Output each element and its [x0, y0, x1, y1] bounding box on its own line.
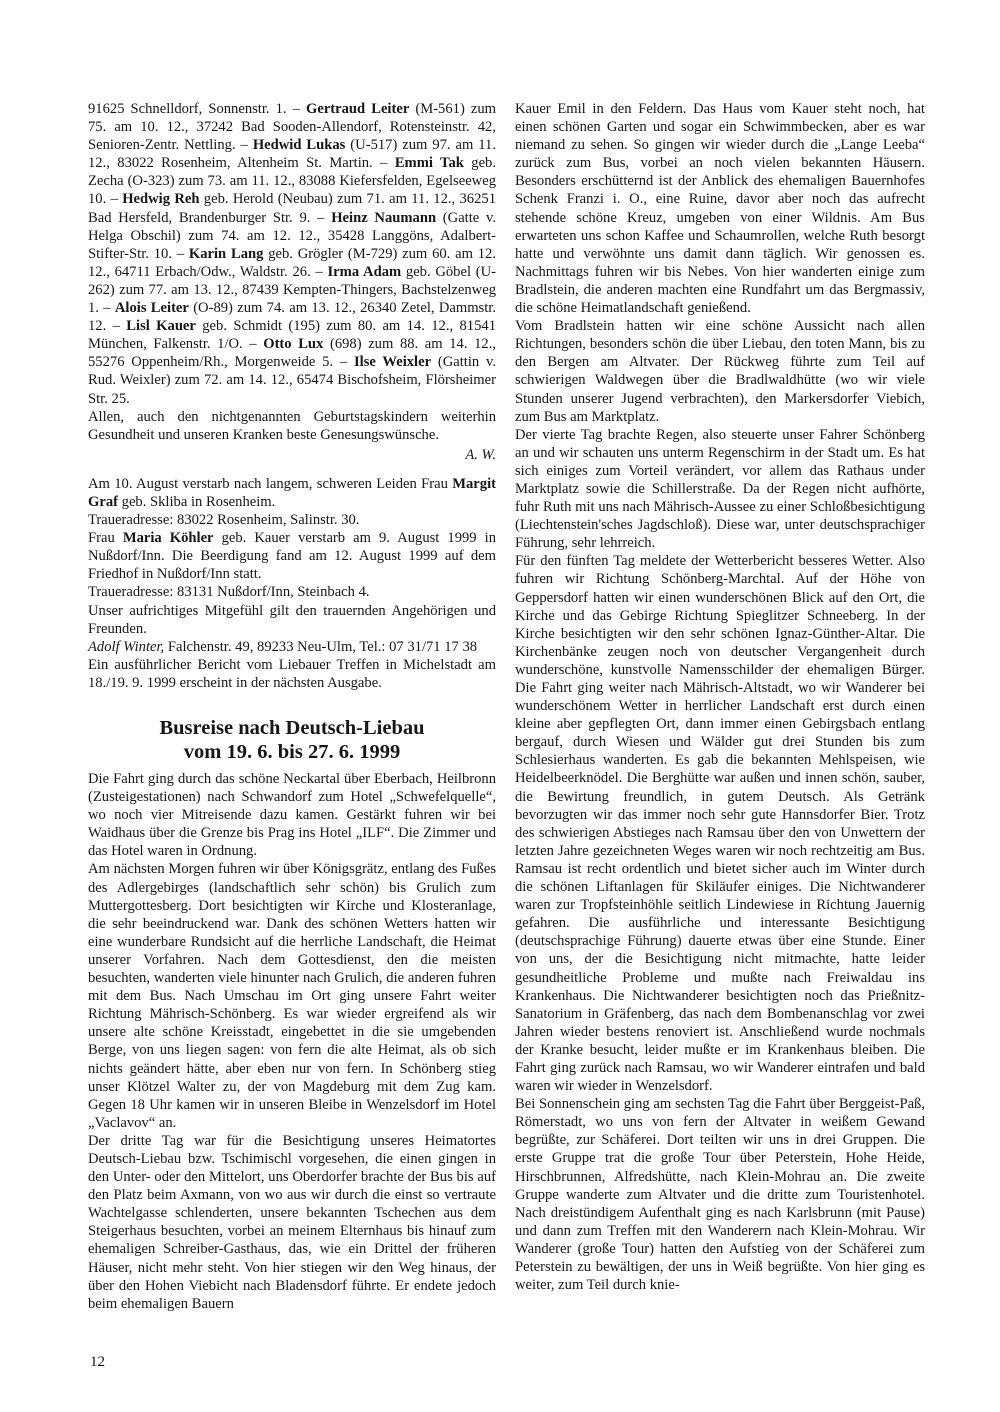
text-run: geb. Göbel (U-262) zum 77. am 13. 12., 87439 Kempten-Thingers, Bachstelzenweg 1. –: [88, 263, 497, 317]
article-paragraph: Für den fünften Tag meldete der Wetterbericht besseres Wetter. Also fuhren wir Richtung Schönberg-Marchtal. Auf der Höhe von Geppersdorf hatten wir einen wunderschönen Blick auf den Ort, die Kirche und das Gebirge Richtung Spieglitzer Schneeberg. In der Kirche besichtigten wir den sehr schönen Ignaz-Günther-Altar. Die Kirchenbänke zeugen noch von deutscher Vergangenheit durch wunderschöne, kunstvolle Namensschilder der ehemaligen Bürger. Die Fahrt ging weiter nach Mährisch-Altstadt, wo wir Wanderer bei wunderschönem Wetter in herrlicher Landschaft erst durch einen kleine aber gepflegten Ort, dann immer einen Gebirgsbach entlang bergauf, durch Wiesen und Wälder gut drei Stunden bis zum Schlesierhaus wanderten. Es gab die bekannten Mehlspeisen, wie Heidelbeerknödel. Die Berghütte war außen und innen schön, sauber, die Bewirtung freundlich, in gutem Deutsch. Als Getränk bevorzugten wir das immer noch sehr gute Hannsdorfer Bier. Trotz des schwierigen Abstieges nach Ramsau über den von Unwettern der letzten Jahre gezeichneten Weges waren wir noch rechtzeitig am Bus. Ramsau ist recht ordentlich und bietet sicher auch im Winter durch die schönen Liftanlagen für Skiläufer einiges. Die Nichtwanderer waren zur Tropfsteinhöhle seitlich Lindewiese in Richtung Jauernig gefahren. Die ausführliche und interessante Besichtigung (deutschsprachige Führung) dauerte etwas über eine Stunde. Einer von uns, der die Besichtigung nicht mitmachte, hatte leider gesundheitliche Probleme und mußte nach Freiwaldau ins Krankenhaus. Die Nichtwanderer besichtigten noch das Prießnitz-Sanatorium in Gräfenberg, das nach dem Bombenanschlag vor zwei Jahren wieder bestens renoviert ist. Anschließend wurde nochmals der Kranke besucht, leider mußte er im Krankenhaus bleiben. Die Fahrt ging zurück nach Ramsau, wo wir Wanderer eintrafen und bald waren wir wieder in Wenzelsdorf.: [515, 553, 925, 1095]
article-paragraph: Kauer Emil in den Feldern. Das Haus vom Kauer steht noch, hat einen schönen Garten und sogar ein Schwimmbecken, aber es war niemand zu sehen. So gingen wir wieder durch die „Lange Leeba“ zurück zum Bus, vorbei an noch vielen bekannten Häusern. Besonders erschütternd ist der Anblick des ehemaligen Bauernhofes Schenk Franzi i. O., eine Ruine, davor aber noch das aufrecht stehende schöne Kreuz, umgeben von einer Wildnis. Am Bus erwarteten uns schon Kaffee und Schaumrollen, welche Ruth besorgt hatte und verwöhnte uns damit dann täglich. Wir genossen es. Nachmittags fuhren wir bis Nebes. Von hier wanderten einige zum Bradlstein, die anderen machten eine Rundfahrt um das Bergmassiv, die schöne Heimatlandschaft genießend.: [515, 101, 925, 317]
page-number: 12: [90, 1354, 105, 1370]
text-run: 91625 Schnelldorf, Sonnenstr. 1. –: [88, 101, 306, 117]
report-notice: Ein ausführlicher Bericht vom Liebauer Treffen in Michelstadt am 18./19. 9. 1999 erscheint in der nächsten Ausgabe.: [88, 656, 496, 691]
text-run: (Gattin v. Rud. Weixler) zum 72. am 14. 12., 65474 Bischofsheim, Flörsheimer Str. 25.: [88, 354, 496, 407]
article-heading: [88, 716, 496, 764]
obituary-koehler: [88, 529, 496, 583]
right-column: [515, 100, 925, 1294]
text-run: (Gatte v. Helga Obschil) zum 74. am 12. 12., 35428 Langgöns, Adalbert-Stifter-Str. 10. –: [88, 209, 496, 262]
obituary-koehler-address: Traueradresse: 83131 Nußdorf/Inn, Steinbach 4.: [88, 584, 370, 601]
deceased-name: Margit Graf: [88, 475, 496, 510]
left-column: [88, 100, 496, 1313]
contact-paragraph: [88, 638, 496, 656]
article-heading-line-2: vom 19. 6. bis 27. 6. 1999: [183, 741, 401, 763]
person-name: Hedwig Reh: [122, 191, 200, 208]
text-run: (M-561) zum 75. am 10. 12., 37242 Bad Sooden-Allendorf, Rotensteinstr. 42, Senioren-Zentr. Nettling. –: [88, 101, 496, 154]
deceased-name: Maria Köhler: [122, 530, 214, 547]
person-name: Lisl Kauer: [126, 318, 196, 335]
contact-details: Falchenstr. 49, 89233 Neu-Ulm, Tel.: 07 31/71 17 38: [164, 638, 478, 655]
person-name: Gertraud Leiter: [305, 101, 410, 117]
article-paragraph: Vom Bradlstein hatten wir eine schöne Aussicht nach allen Richtungen, besonders schön die über Liebau, den toten Mann, bis zu den Bergen am Altvater. Der Rückweg führte zum Teil auf schwierigen Waldwegen über die Bradlwaldhütte (wo wir viele Stunden unserer Jugend verbrachten), den Markersdorfer Viebich, zum Bus am Marktplatz.: [515, 318, 925, 425]
person-name: Irma Adam: [327, 263, 402, 280]
condolence-paragraph: Unser aufrichtiges Mitgefühl gilt den trauernden Angehörigen und Freunden.: [88, 602, 496, 637]
text-run: geb. Skliba in Rosenheim.: [118, 493, 276, 510]
article-paragraph: Am nächsten Morgen fuhren wir über Königsgrätz, entlang des Fußes des Adlergebirges (landschaftlich sehr schön) bis Grulich zum Muttergottesberg. Dort besichtigten wir Kirche und Klosteranlage, die sehr beeindruckend war. Dank des schönen Wetters hatten wir eine wunderbare Rundsicht auf die herrliche Landschaft, die Heimat unserer Vorfahren. Nach dem Gottesdienst, den die meisten besuchten, wanderten viele hinunter nach Grulich, die anderen fuhren mit dem Bus. Nach Umschau im Ort ging unsere Fahrt weiter Richtung Mährisch-Schönberg. Es war wieder ergreifend als wir unsere alte schöne Kreisstadt, eingebettet in die sie umgebenden Berge, von uns liegen sagen: von fern die alte Heimat, als ob sich nichts geändert hätte, aber eben nur von fern. In Schönberg stieg unser Klötzel Walter zu, der von Magdeburg mit dem Zug kam. Gegen 18 Uhr kamen wir in unseren Bleibe in Wenzelsdorf im Hotel „Vaclavov“ an.: [88, 861, 496, 1131]
person-name: Heinz Naumann: [331, 209, 437, 226]
author-signature: A. W.: [465, 446, 496, 463]
text-run: geb. Kauer verstarb am 9. August 1999 in Nußdorf/Inn. Die Beerdigung fand am 12. August 1999 auf dem Friedhof in Nußdorf/Inn statt.: [88, 530, 497, 583]
person-name: Karin Lang: [188, 245, 264, 262]
spacer: [88, 692, 496, 716]
text-run: Frau: [88, 530, 123, 547]
text-run: (O-89) zum 74. am 13. 12., 26340 Zetel, Dammstr. 12. –: [88, 300, 496, 335]
spacer: [88, 464, 496, 475]
article-paragraph: Der vierte Tag brachte Regen, also steuerte unser Fahrer Schönberg an und wir schauten uns unterm Regenschirm in der Stadt um. Es hat sich einiges zum Vorteil verändert, vor allem das Rathaus under Marktplatz sowie die Schillerstraße. Da der Regen nicht aufhörte, fuhr Ruth mit uns nach Mährisch-Aussee zu einer Schloßbesichtigung (Liechtenstein'sches Jagdschloß). Diese war, unter deutschsprachiger Führung, sehr lehrreich.: [515, 426, 925, 552]
person-name: Ilse Weixler: [354, 354, 432, 371]
obituary-graf-address: Traueradresse: 83022 Rosenheim, Salinstr. 30.: [88, 512, 360, 529]
text-run: geb. Zecha (O-323) zum 73. am 11. 12., 83088 Kiefersfelden, Egelseeweg 10. –: [88, 155, 496, 208]
text-run: geb. Herold (Neubau) zum 71. am 11. 12., 36251 Bad Hersfeld, Brandenburger Str. 9. –: [88, 191, 496, 226]
article-heading-line-1: Busreise nach Deutsch-Liebau: [159, 717, 425, 739]
person-name: Emmi Tak: [394, 155, 464, 172]
text-run: geb. Schmidt (195) zum 80. am 14. 12., 81541 München, Falkenstr. 1/O. –: [88, 318, 496, 353]
person-name: Otto Lux: [263, 336, 324, 353]
article-paragraph: Die Fahrt ging durch das schöne Neckartal über Eberbach, Heilbronn (Zusteigestationen) nach Schwandorf zum Hotel „Schwefelquelle“, wo noch vier Mitreisende dazu kamen. Gestärkt fuhren wir bei Waidhaus über die Grenze bis Prag ins Hotel „ILF“. Die Zimmer und das Hotel waren in Ordnung.: [88, 771, 496, 860]
article-paragraph: Bei Sonnenschein ging am sechsten Tag die Fahrt über Berggeist-Paß, Römerstadt, wo uns von fern der Altvater in weißem Gewand begrüßte, zur Schäferei. Dort teilten wir uns in drei Gruppen. Die erste Gruppe trat die große Tour über Peterstein, Hohe Heide, Hirschbrunnen, Alfredshütte, nach Klein-Mohrau an. Die zweite Gruppe wanderte zum Altvater und die dritte zum Touristenhotel. Nach dreistündigem Aufenthalt ging es nach Karlsbrunn (mit Pause) und dann zum Treffen mit den Wanderern nach Klein-Mohrau. Wir Wanderer (große Tour) hatten den Aufstieg von der Schäferei zum Peterstein zu bewältigen, der uns in Weiß begrüßte. Von hier ging es weiter, zum Teil durch knie-: [515, 1096, 925, 1294]
birthday-list-paragraph: [88, 100, 496, 408]
text-run: geb. Grögler (M-729) zum 60. am 12. 12., 64711 Erbach/Odw., Waldstr. 26. –: [88, 245, 496, 280]
text-run: Am 10. August verstarb nach langem, schweren Leiden Frau: [88, 475, 453, 492]
text-run: (698) zum 88. am 14. 12., 55276 Oppenheim/Rh., Morgenweide 5. –: [88, 336, 496, 371]
wishes-paragraph: Allen, auch den nichtgenannten Geburtstagskindern weiterhin Gesundheit und unseren Kranken beste Genesungswünsche.: [88, 408, 496, 443]
obituary-graf: [88, 475, 496, 511]
contact-name: Adolf Winter,: [88, 638, 165, 655]
person-name: Alois Leiter: [114, 300, 189, 317]
article-paragraph: Der dritte Tag war für die Besichtigung unseres Heimatortes Deutsch-Liebau bzw. Tschimischl vorgesehen, die einen gingen in den Unter- oder den Mittelort, uns Oberdorfer brachte der Bus bis auf den Platz beim Axmann, von wo aus wir durch die einst so vertraute Wachtelgasse schlenderten, unsere bekannten Tschechen aus dem Steigerhaus besuchten, vorbei an meinem Elternhaus bis hinauf zum ehemaligen Schreiber-Gasthaus, das, wie ein Drittel der früheren Häuser, nicht mehr steht. Von hier stiegen wir den Weg hinaus, der über den Hohen Viebicht nach Bladensdorf führte. Er endete jedoch beim ehemaligen Bauern: [88, 1132, 496, 1312]
text-run: (U-517) zum 97. am 11. 12., 83022 Rosenheim, Altenheim St. Martin. –: [88, 137, 497, 172]
person-name: Hedwid Lukas: [252, 137, 346, 154]
